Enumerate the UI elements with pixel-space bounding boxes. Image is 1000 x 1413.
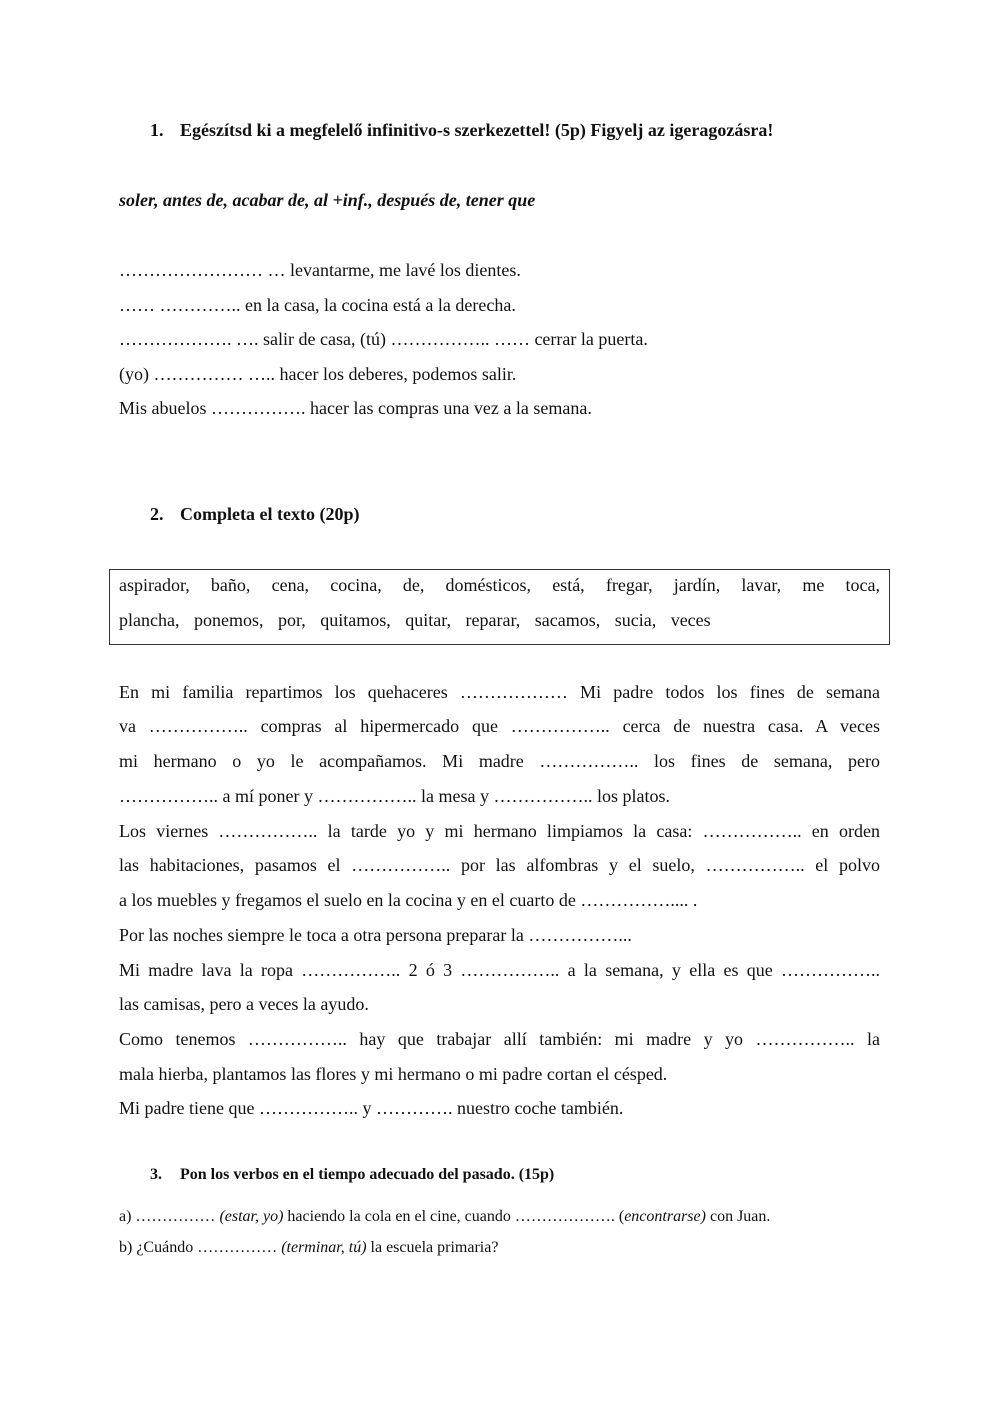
word-bank-line-2: plancha, ponemos, por, quitamos, quitar, reparar, sacamos, sucia, veces (119, 610, 711, 630)
exercise-a-middle: haciendo la cola en el cine, cuando ………………. ( (287, 1208, 625, 1225)
section1-heading (150, 120, 773, 141)
exercise-a-prefix: a) …………… (119, 1208, 216, 1225)
text-line-13: Mi padre tiene que …………….. y …………. nuestro coche también. (119, 1098, 624, 1118)
section1-title: Egészítsd ki a megfelelő infinitivo-s szerkezettel! (5p) Figyelj az igeragozásra! (180, 120, 774, 140)
text-line-12: mala hierba, plantamos las flores y mi hermano o mi padre cortan el césped. (119, 1064, 668, 1084)
text-line-10: las camisas, pero a veces la ayudo. (119, 994, 369, 1014)
section2-heading (150, 504, 359, 525)
section2-title: Completa el texto (20p) (180, 504, 360, 524)
section1-line-1: …………………… … levantarme, me lavé los dientes. (119, 260, 521, 280)
word-bank-line-1: aspirador, baño, cena, cocina, de, domésticos, está, fregar, jardín, lavar, me toca, (119, 575, 880, 595)
text-line-7: a los muebles y fregamos el suelo en la cocina y en el cuarto de …………….... . (119, 890, 698, 910)
exercise-b-end: la escuela primaria? (370, 1239, 499, 1256)
text-line-6: las habitaciones, pasamos el …………….. por las alfombras y el suelo, …………….. el polvo (119, 855, 880, 875)
exercise-a-hint-1: (estar, yo) (219, 1208, 284, 1225)
exercise-a (119, 1208, 770, 1226)
exercise-b-prefix: b) ¿Cuándo …………… (119, 1239, 278, 1256)
text-line-5: Los viernes …………….. la tarde yo y mi hermano limpiamos la casa: …………….. en orden (119, 821, 880, 841)
section1-line-2: …… ………….. en la casa, la cocina está a la derecha. (119, 295, 516, 315)
section3-heading (150, 1166, 554, 1184)
section3-title: Pon los verbos en el tiempo adecuado del pasado. (15p) (180, 1166, 555, 1183)
section3-number: 3. (150, 1166, 162, 1183)
text-line-2: va …………….. compras al hipermercado que …………….. cerca de nuestra casa. A veces (119, 716, 880, 736)
text-line-11: Como tenemos …………….. hay que trabajar allí también: mi madre y yo …………….. la (119, 1029, 880, 1049)
text-line-1: En mi familia repartimos los quehaceres ……………… Mi padre todos los fines de semana (119, 682, 880, 702)
section1-number: 1. (150, 120, 164, 140)
section1-hint: soler, antes de, acabar de, al +inf., después de, tener que (119, 190, 536, 210)
section1-line-5: Mis abuelos ……………. hacer las compras una vez a la semana. (119, 398, 592, 418)
exercise-a-hint-2: encontrarse) (624, 1208, 706, 1225)
exercise-a-end: con Juan. (709, 1208, 771, 1225)
section2-number: 2. (150, 504, 164, 524)
text-line-9: Mi madre lava la ropa …………….. 2 ó 3 …………….. a la semana, y ella es que …………….. (119, 960, 880, 980)
section1-line-3: ………………. …. salir de casa, (tú) …………….. …… cerrar la puerta. (119, 329, 648, 349)
exercise-b-hint: (terminar, tú) (281, 1239, 367, 1256)
exercise-b (119, 1239, 498, 1257)
text-line-8: Por las noches siempre le toca a otra persona preparar la ……………... (119, 925, 632, 945)
text-line-4: …………….. a mí poner y …………….. la mesa y …………….. los platos. (119, 786, 670, 806)
section1-line-4: (yo) …………… ….. hacer los deberes, podemos salir. (119, 364, 517, 384)
text-line-3: mi hermano o yo le acompañamos. Mi madre …………….. los fines de semana, pero (119, 751, 880, 771)
